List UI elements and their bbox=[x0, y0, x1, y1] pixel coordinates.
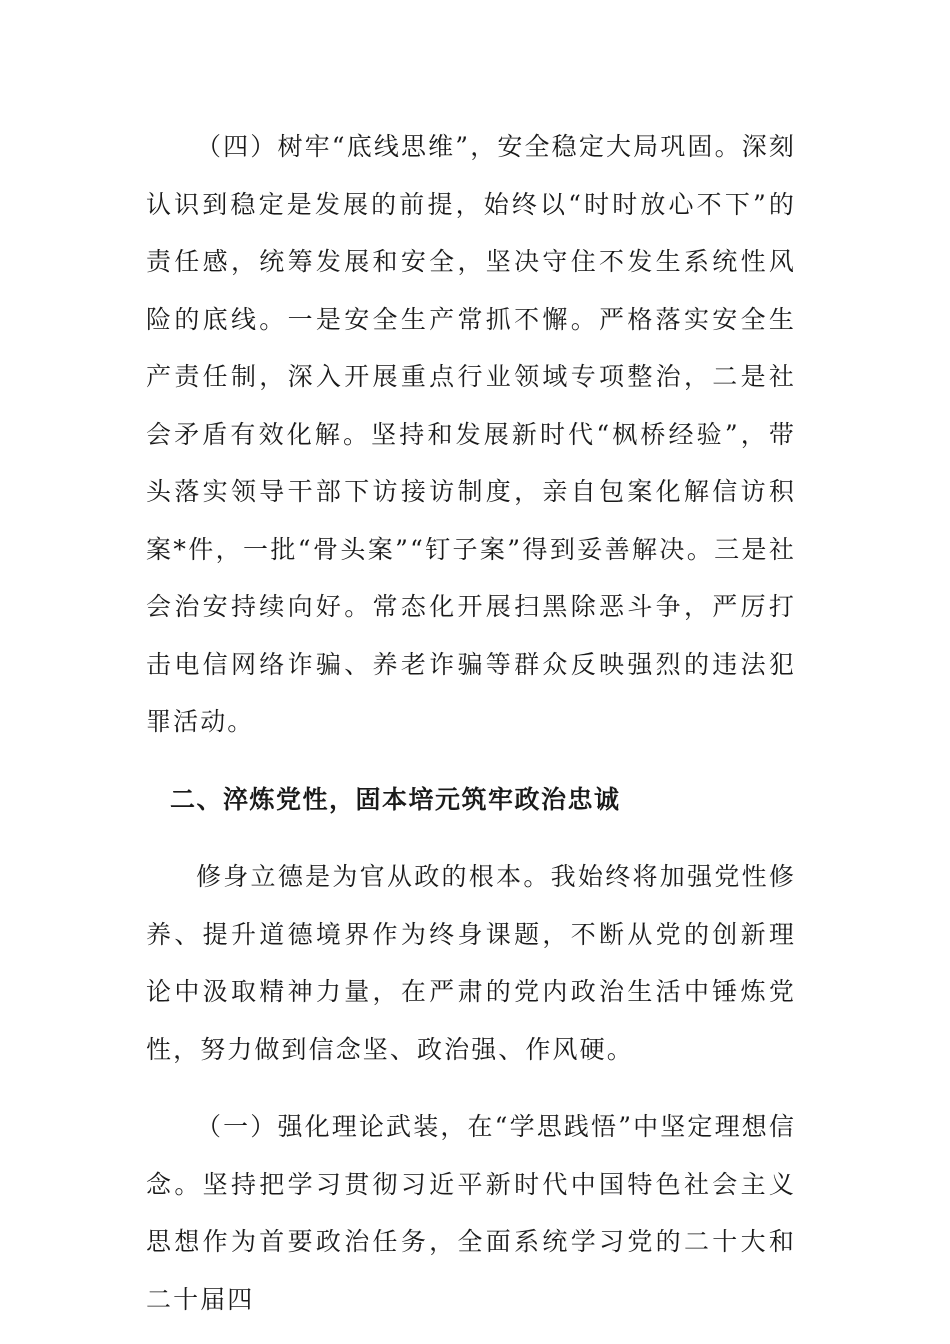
paragraph-spacer bbox=[146, 751, 796, 771]
document-page bbox=[146, 118, 796, 1328]
paragraph-safety-stability: （四）树牢“底线思维”，安全稳定大局巩固。深刻认识到稳定是发展的前提，始终以“时时放心不下”的责任感，统筹发展和安全，坚决守住不发生系统性风险的底线。一是安全生产常抓不懈。严格落实安全生产责任制，深入开展重点行业领域专项整治，二是社会矛盾有效化解。坚持和发展新时代“枫桥经验”，带头落实领导干部下访接访制度，亲自包案化解信访积案*件，一批“骨头案”“钉子案”得到妥善解决。三是社会治安持续向好。常态化开展扫黑除恶斗争，严厉打击电信网络诈骗、养老诈骗等群众反映强烈的违法犯罪活动。 bbox=[146, 132, 796, 736]
section-heading: 二、淬炼党性，固本培元筑牢政治忠诚 bbox=[170, 784, 621, 814]
paragraph-theory-study: （一）强化理论武装，在“学思践悟”中坚定理想信念。坚持把学习贯彻习近平新时代中国特色社会主义思想作为首要政治任务，全面系统学习党的二十大和二十届四 bbox=[146, 1112, 796, 1314]
paragraph-spacer bbox=[146, 1078, 796, 1098]
paragraph-self-cultivation: 修身立德是为官从政的根本。我始终将加强党性修养、提升道德境界作为终身课题，不断从党的创新理论中汲取精神力量，在严肃的党内政治生活中锤炼党性，努力做到信念坚、政治强、作风硬。 bbox=[146, 862, 796, 1064]
paragraph-spacer bbox=[146, 828, 796, 848]
